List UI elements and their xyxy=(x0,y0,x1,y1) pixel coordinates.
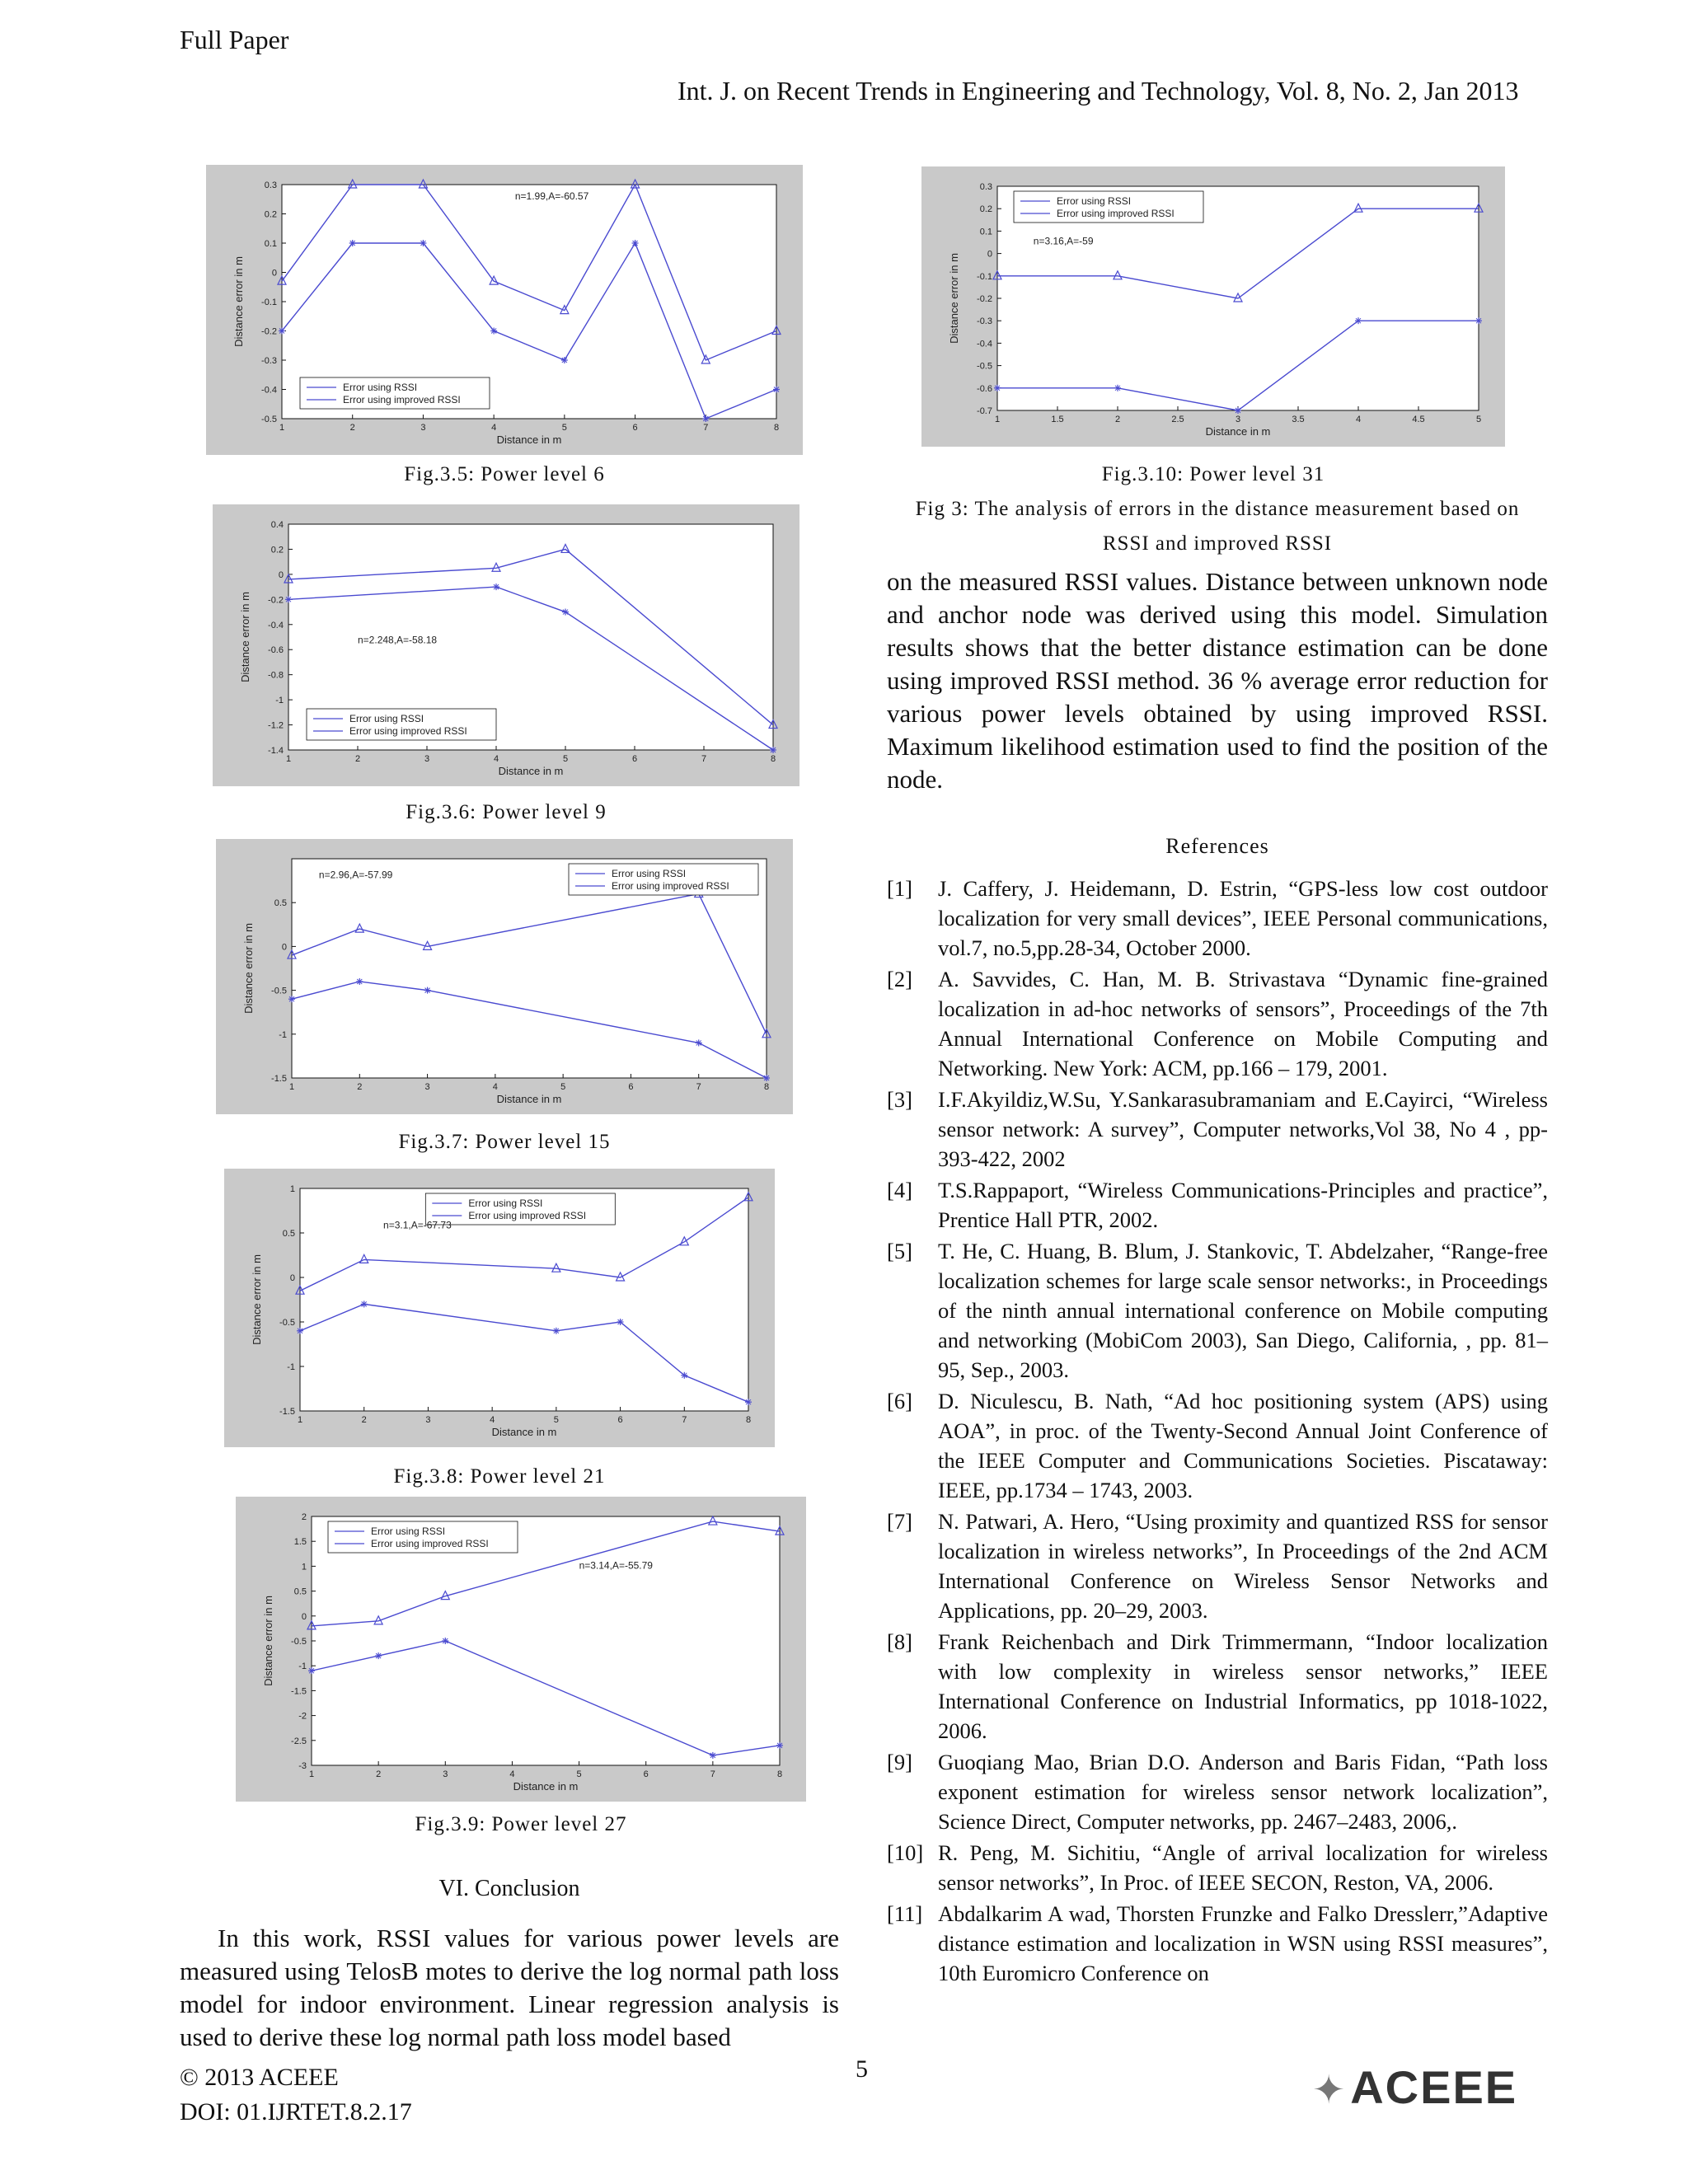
x-tick-label: 5 xyxy=(561,423,567,433)
reference-text: N. Patwari, A. Hero, “Using proximity and quantized RSS for sensor localization in wireless networks”, In Proceedings of the 2nd ACM International Conference on Wireless Sensor Networks and Applications, pp. 20–29, 2003. xyxy=(938,1509,1548,1623)
chart-fig37 xyxy=(216,839,793,1114)
data-point-rssi xyxy=(632,240,639,246)
data-point-rssi xyxy=(770,747,776,753)
references-heading-text: References xyxy=(1165,834,1269,858)
x-tick-label: 5 xyxy=(562,754,569,764)
x-tick-label: 2 xyxy=(349,423,355,433)
reference-number: [11] xyxy=(887,1901,923,1926)
y-axis-label: Distance error in m xyxy=(242,923,255,1014)
data-point-rssi xyxy=(1475,317,1482,324)
y-tick-label: -0.1 xyxy=(977,271,992,282)
x-tick-label: 8 xyxy=(773,423,780,433)
y-tick-label: -0.6 xyxy=(977,383,992,394)
legend-label: Error using improved RSSI xyxy=(468,1210,587,1221)
data-point-rssi xyxy=(308,1667,315,1674)
x-tick-label: 2 xyxy=(376,1769,382,1779)
reference-number: [6] xyxy=(887,1389,912,1413)
fit-annotation: n=3.16,A=-59 xyxy=(1033,235,1094,247)
legend-label: Error using improved RSSI xyxy=(1057,208,1175,219)
data-point-rssi xyxy=(288,996,295,1002)
x-tick-label: 7 xyxy=(701,754,707,764)
data-point-rssi xyxy=(681,1372,687,1379)
x-tick-label: 2 xyxy=(357,1082,363,1092)
reference-text: T. He, C. Huang, B. Blum, J. Stankovic, T. Abdelzaher, “Range-free localization schemes for large scale sensor networks:, in Proceedings of the ninth annual international conference on Mobile computing and networking (MobiCom 2003), San Diego, California, , pp. 81–95, Sep., 2003. xyxy=(938,1239,1548,1382)
x-tick-label: 6 xyxy=(632,423,638,433)
y-tick-label: -1 xyxy=(279,1029,287,1040)
reference-text: Frank Reichenbach and Dirk Trimmermann, “Indoor localization with low complexity in wireless sensor networks,” IEEE International Conference on Industrial Informatics, pp 1018-1022, 2006. xyxy=(938,1629,1548,1743)
y-tick-label: 0.2 xyxy=(979,204,992,215)
x-tick-label: 3.5 xyxy=(1292,415,1305,424)
x-tick-label: 3 xyxy=(424,754,430,764)
footer-copyright: © 2013 ACEEE xyxy=(180,2064,339,2091)
reference-text: Abdalkarim A wad, Thorsten Frunzke and Falko Dresslerr,”Adaptive distance estimation and localization in WSN using RSSI measures”, 10th Euromicro Conference on xyxy=(938,1901,1548,1985)
x-tick-label: 1 xyxy=(994,415,1001,424)
reference-text: Guoqiang Mao, Brian D.O. Anderson and Baris Fidan, “Path loss exponent estimation for wireless sensor network localization”, Science Direct, Computer networks, pp. 2467–2483, 2006,. xyxy=(938,1750,1548,1834)
y-axis-label: Distance error in m xyxy=(232,256,245,347)
y-tick-label: -0.6 xyxy=(268,645,284,656)
y-tick-label: 0.2 xyxy=(264,209,277,220)
reference-number: [3] xyxy=(887,1087,912,1112)
x-tick-label: 8 xyxy=(770,754,776,764)
x-tick-label: 8 xyxy=(745,1415,752,1425)
data-point-rssi xyxy=(297,1328,303,1334)
y-axis-label: Distance error in m xyxy=(251,1254,263,1345)
x-tick-label: 4.5 xyxy=(1412,415,1425,424)
x-axis-label: Distance in m xyxy=(496,434,562,446)
caption-fig37: Fig.3.7: Power level 15 xyxy=(398,1131,611,1153)
data-point-rssi xyxy=(490,328,497,335)
y-tick-label: 0 xyxy=(289,1273,295,1283)
data-point-rssi xyxy=(773,387,780,393)
legend-label: Error using improved RSSI xyxy=(349,725,467,737)
x-tick-label: 6 xyxy=(631,754,638,764)
data-point-rssi xyxy=(285,596,292,602)
y-tick-label: -2.5 xyxy=(291,1736,307,1746)
reference-number: [10] xyxy=(887,1840,924,1865)
x-axis-label: Distance in m xyxy=(1205,425,1271,438)
y-tick-label: -0.4 xyxy=(977,339,992,349)
chart-fig39 xyxy=(236,1497,806,1802)
right-column-paragraph xyxy=(887,565,1548,796)
page-number: 5 xyxy=(856,2055,868,2083)
data-point-rssi xyxy=(356,978,363,985)
reference-text: I.F.Akyildiz,W.Su, Y.Sankarasubramaniam and E.Cayirci, “Wireless sensor network: A survey”, Computer networks,Vol 38, No 4 , pp-393-422, 2002 xyxy=(938,1087,1548,1171)
x-tick-label: 3 xyxy=(424,1082,430,1092)
logo-text: ACEEE xyxy=(1350,2061,1518,2113)
y-tick-label: -2 xyxy=(298,1711,307,1722)
y-tick-label: 0.1 xyxy=(264,239,277,249)
y-tick-label: -0.5 xyxy=(977,361,992,372)
caption-fig39: Fig.3.9: Power level 27 xyxy=(415,1813,627,1835)
reference-text: D. Niculescu, B. Nath, “Ad hoc positioning system (APS) using AOA”, in proc. of the Twenty-Second Annual Joint Conference of the IEEE Computer and Communications Societies. Piscataway: IEEE, pp.1734 – 1743, 2003. xyxy=(938,1389,1548,1502)
data-point-rssi xyxy=(553,1328,560,1334)
y-tick-label: 0.5 xyxy=(274,898,287,909)
y-tick-label: 2 xyxy=(301,1512,307,1522)
reference-item xyxy=(887,1507,1548,1625)
y-tick-label: 0 xyxy=(301,1611,307,1622)
body-paragraph: on the measured RSSI values. Distance between unknown node and anchor node was derived using this model. Simulation results shows that the better distance estimation can be done using improved RSSI method. 36 % average error reduction for various power levels obtained by using improved RSSI. Maximum likelihood estimation used to find the position of the node. xyxy=(887,567,1548,794)
y-tick-label: -1.5 xyxy=(279,1407,295,1417)
figure-3-8 xyxy=(224,1169,775,1447)
x-tick-label: 3 xyxy=(420,423,426,433)
star-logo-icon: ✦ xyxy=(1312,2069,1348,2112)
x-tick-label: 1 xyxy=(285,754,292,764)
x-tick-label: 1 xyxy=(279,423,285,433)
y-tick-label: -1.4 xyxy=(268,746,284,756)
x-tick-label: 3 xyxy=(425,1415,431,1425)
reference-text: T.S.Rappaport, “Wireless Communications-Principles and practice”, Prentice Hall PTR, 2002. xyxy=(938,1178,1548,1232)
x-tick-label: 3 xyxy=(443,1769,448,1779)
data-point-rssi xyxy=(1355,317,1362,324)
fit-annotation: n=3.1,A=-67.73 xyxy=(383,1219,452,1231)
aceee-logo xyxy=(1312,2060,1517,2114)
x-tick-label: 6 xyxy=(628,1082,634,1092)
legend-label: Error using RSSI xyxy=(1057,195,1132,207)
figure-3-6 xyxy=(213,504,799,786)
x-tick-label: 7 xyxy=(703,423,709,433)
data-point-rssi xyxy=(710,1752,716,1759)
x-tick-label: 5 xyxy=(576,1769,582,1779)
data-point-rssi xyxy=(562,609,569,616)
x-tick-label: 4 xyxy=(490,1415,495,1425)
data-point-rssi xyxy=(763,1075,770,1081)
y-tick-label: -0.5 xyxy=(291,1637,307,1647)
data-point-rssi xyxy=(776,1742,783,1749)
y-tick-label: -0.8 xyxy=(268,670,284,681)
reference-text: A. Savvides, C. Han, M. B. Strivastava “Dynamic fine-grained localization in ad-hoc networks of sensors”, Proceedings of the 7th Annual International Conference on Mobile Computing and Networking. New York: ACM, pp.166 – 179, 2001. xyxy=(938,967,1548,1080)
reference-number: [5] xyxy=(887,1239,912,1263)
data-point-rssi xyxy=(375,1652,382,1659)
conclusion-heading: VI. Conclusion xyxy=(438,1876,580,1901)
y-tick-label: 1 xyxy=(301,1562,307,1572)
legend-label: Error using RSSI xyxy=(343,382,418,393)
y-tick-label: 0.2 xyxy=(270,545,284,555)
data-point-rssi xyxy=(702,415,709,422)
y-tick-label: -0.4 xyxy=(261,385,277,396)
figure-3-9 xyxy=(236,1497,806,1802)
fit-annotation: n=1.99,A=-60.57 xyxy=(514,190,589,202)
data-point-rssi xyxy=(617,1319,624,1325)
legend-label: Error using RSSI xyxy=(349,713,424,724)
data-point-rssi xyxy=(424,987,431,994)
y-tick-label: 0.5 xyxy=(293,1586,307,1597)
x-tick-label: 8 xyxy=(763,1082,770,1092)
reference-item xyxy=(887,1627,1548,1746)
x-tick-label: 4 xyxy=(493,754,499,764)
x-tick-label: 4 xyxy=(492,1082,498,1092)
data-point-rssi xyxy=(442,1638,448,1644)
legend-label: Error using RSSI xyxy=(468,1197,543,1209)
y-axis-label: Distance error in m xyxy=(948,253,960,344)
y-tick-label: -0.3 xyxy=(261,356,277,366)
y-tick-label: -3 xyxy=(298,1761,307,1771)
fit-annotation: n=2.248,A=-58.18 xyxy=(358,634,438,646)
x-tick-label: 2.5 xyxy=(1171,415,1184,424)
x-axis-label: Distance in m xyxy=(513,1780,579,1793)
x-axis-label: Distance in m xyxy=(498,765,564,777)
x-tick-label: 1 xyxy=(308,1769,315,1779)
conclusion-text: In this work, RSSI values for various power levels are measured using TelosB motes to derive the log normal path loss model for indoor environment. Linear regression analysis is used to derive these log normal path loss model based xyxy=(180,1924,839,2051)
legend-label: Error using RSSI xyxy=(612,868,687,879)
reference-item xyxy=(887,1838,1548,1897)
data-point-rssi xyxy=(1235,407,1241,414)
legend-label: Error using improved RSSI xyxy=(612,880,729,892)
figure-3-caption-line1: Fig 3: The analysis of errors in the distance measurement based on xyxy=(915,498,1520,520)
y-tick-label: -1.5 xyxy=(291,1686,307,1697)
x-tick-label: 3 xyxy=(1235,415,1241,424)
reference-item xyxy=(887,874,1548,963)
reference-number: [9] xyxy=(887,1750,912,1774)
legend-label: Error using RSSI xyxy=(371,1526,446,1537)
y-tick-label: -0.2 xyxy=(268,595,284,606)
x-tick-label: 6 xyxy=(643,1769,649,1779)
footer-doi: DOI: 01.IJRTET.8.2.17 xyxy=(180,2098,412,2125)
y-tick-label: -1.2 xyxy=(268,720,284,731)
x-axis-label: Distance in m xyxy=(496,1093,562,1105)
y-axis-label: Distance error in m xyxy=(262,1596,274,1686)
chart-fig310 xyxy=(921,166,1505,447)
reference-number: [7] xyxy=(887,1509,912,1534)
caption-fig35: Fig.3.5: Power level 6 xyxy=(404,463,605,485)
chart-fig35 xyxy=(206,165,803,455)
y-tick-label: -0.5 xyxy=(271,986,287,996)
y-tick-label: -0.1 xyxy=(261,298,277,307)
y-tick-label: 0.5 xyxy=(282,1229,295,1239)
legend-label: Error using improved RSSI xyxy=(343,394,461,405)
y-axis-label: Distance error in m xyxy=(239,592,251,682)
x-tick-label: 2 xyxy=(361,1415,367,1425)
x-tick-label: 7 xyxy=(710,1769,715,1779)
y-tick-label: 0 xyxy=(271,268,277,279)
y-tick-label: -0.5 xyxy=(261,415,277,424)
y-tick-label: -0.3 xyxy=(977,316,992,327)
y-tick-label: -1 xyxy=(287,1362,295,1372)
reference-item xyxy=(887,1175,1548,1235)
reference-item xyxy=(887,1085,1548,1174)
y-tick-label: -0.2 xyxy=(977,294,992,304)
references-heading xyxy=(887,834,1548,859)
y-tick-label: 0 xyxy=(987,249,992,260)
x-tick-label: 2 xyxy=(354,754,361,764)
data-point-rssi xyxy=(1114,385,1121,391)
data-point-rssi xyxy=(561,357,568,363)
reference-item xyxy=(887,1236,1548,1385)
caption-fig38: Fig.3.8: Power level 21 xyxy=(393,1465,606,1488)
data-point-rssi xyxy=(493,583,499,590)
plot-area xyxy=(312,1516,780,1765)
caption-fig310: Fig.3.10: Power level 31 xyxy=(1101,463,1325,485)
reference-number: [2] xyxy=(887,967,912,991)
reference-item xyxy=(887,964,1548,1083)
references-list xyxy=(887,874,1548,1990)
figure-3-7 xyxy=(216,839,793,1114)
data-point-rssi xyxy=(279,328,285,335)
y-tick-label: 0.4 xyxy=(270,520,284,530)
data-point-rssi xyxy=(745,1399,752,1405)
y-tick-label: -1 xyxy=(298,1661,307,1672)
figure-3-5 xyxy=(206,165,803,455)
reference-number: [1] xyxy=(887,876,912,901)
reference-item xyxy=(887,1386,1548,1505)
x-tick-label: 8 xyxy=(776,1769,783,1779)
y-tick-label: 0.1 xyxy=(979,227,992,237)
data-point-rssi xyxy=(420,240,426,246)
y-tick-label: -1 xyxy=(275,696,284,706)
conclusion-paragraph xyxy=(180,1922,839,2054)
x-tick-label: 4 xyxy=(491,423,497,433)
x-tick-label: 2 xyxy=(1114,415,1121,424)
fit-annotation: n=2.96,A=-57.99 xyxy=(318,869,393,881)
x-tick-label: 4 xyxy=(1355,415,1362,424)
x-tick-label: 6 xyxy=(617,1415,623,1425)
data-point-rssi xyxy=(696,1039,702,1046)
y-tick-label: -0.7 xyxy=(977,406,992,416)
figure-3-caption-line2: RSSI and improved RSSI xyxy=(1102,532,1333,555)
caption-fig36: Fig.3.6: Power level 9 xyxy=(406,801,607,823)
data-point-rssi xyxy=(349,240,356,246)
x-tick-label: 5 xyxy=(1475,415,1482,424)
data-point-rssi xyxy=(361,1301,368,1307)
x-tick-label: 1.5 xyxy=(1051,415,1064,424)
chart-fig38 xyxy=(224,1169,775,1447)
y-tick-label: 0 xyxy=(281,942,287,953)
reference-text: R. Peng, M. Sichitiu, “Angle of arrival localization for wireless sensor networks”, In Proc. of IEEE SECON, Reston, VA, 2006. xyxy=(938,1840,1548,1895)
x-tick-label: 1 xyxy=(288,1082,295,1092)
y-tick-label: 1 xyxy=(289,1184,295,1194)
y-tick-label: -1.5 xyxy=(271,1074,287,1084)
y-tick-label: 1.5 xyxy=(293,1537,307,1548)
chart-fig36 xyxy=(213,504,799,786)
x-tick-label: 7 xyxy=(696,1082,701,1092)
x-axis-label: Distance in m xyxy=(491,1426,557,1438)
x-tick-label: 5 xyxy=(560,1082,566,1092)
running-header-left: Full Paper xyxy=(180,25,289,54)
figure-3-10 xyxy=(921,166,1505,447)
data-point-rssi xyxy=(994,385,1001,391)
reference-number: [4] xyxy=(887,1178,912,1202)
x-tick-label: 4 xyxy=(509,1769,515,1779)
reference-item xyxy=(887,1899,1548,1988)
fit-annotation: n=3.14,A=-55.79 xyxy=(579,1559,653,1572)
reference-text: J. Caffery, J. Heidemann, D. Estrin, “GPS-less low cost outdoor localization for very small devices”, IEEE Personal communications, vol.7, no.5,pp.28-34, October 2000. xyxy=(938,876,1548,960)
running-header-right: Int. J. on Recent Trends in Engineering and Technology, Vol. 8, No. 2, Jan 2013 xyxy=(678,76,1519,105)
y-tick-label: -0.2 xyxy=(261,326,277,337)
y-tick-label: 0.3 xyxy=(264,180,277,190)
y-tick-label: -0.5 xyxy=(279,1318,295,1328)
legend-label: Error using improved RSSI xyxy=(371,1538,489,1549)
y-tick-label: 0.3 xyxy=(979,182,992,192)
reference-number: [8] xyxy=(887,1629,912,1654)
x-tick-label: 1 xyxy=(297,1415,303,1425)
reference-item xyxy=(887,1747,1548,1836)
x-tick-label: 5 xyxy=(553,1415,559,1425)
y-tick-label: 0 xyxy=(278,569,284,580)
y-tick-label: -0.4 xyxy=(268,620,284,630)
x-tick-label: 7 xyxy=(682,1415,687,1425)
